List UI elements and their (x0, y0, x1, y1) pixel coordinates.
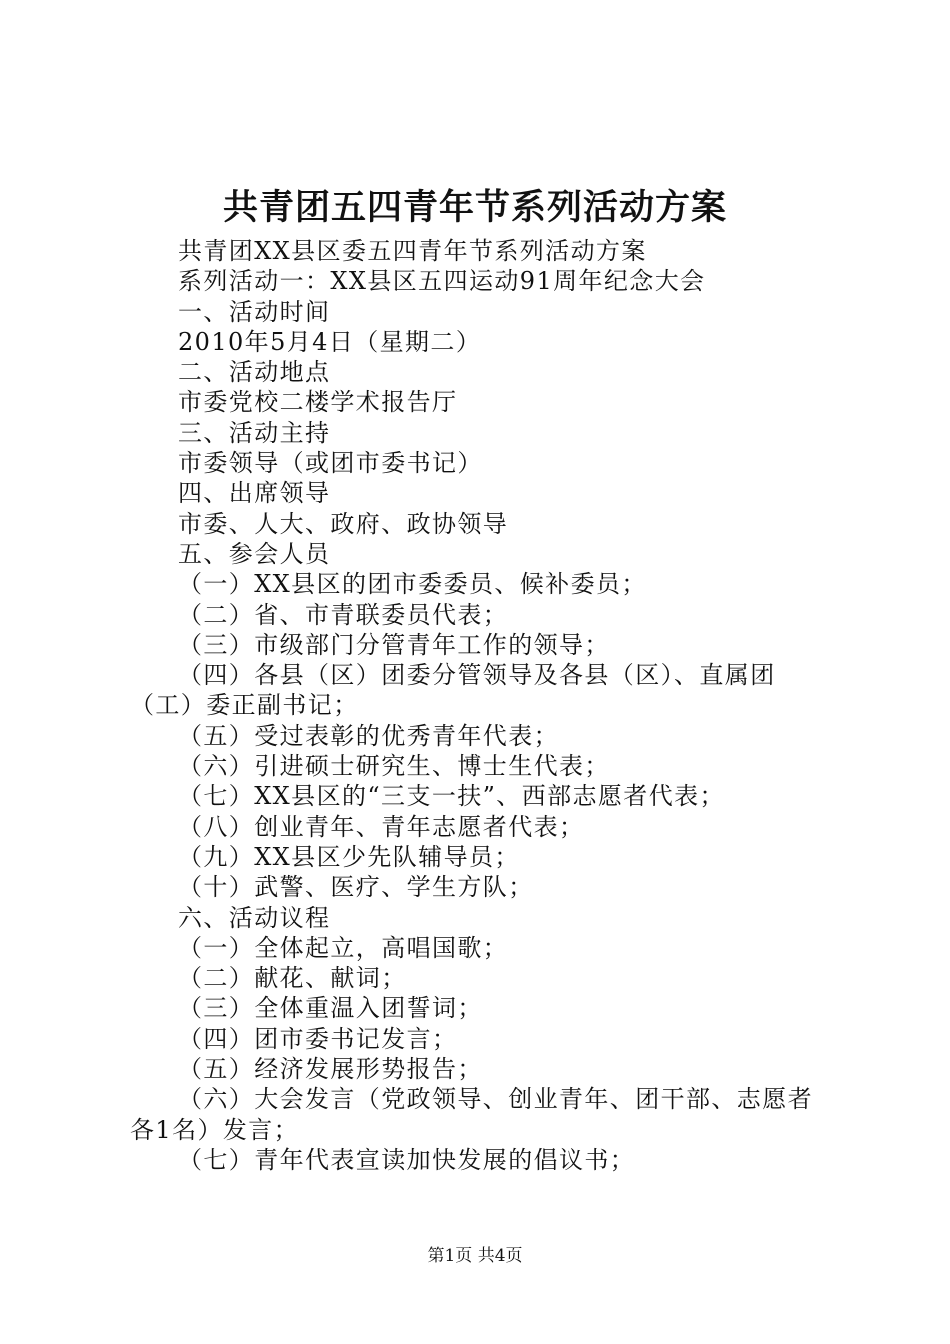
list-item: （六）引进硕士研究生、博士生代表； (178, 752, 610, 781)
paragraph: 共青团XX县区委五四青年节系列活动方案 (178, 237, 647, 265)
document-body (130, 236, 832, 1175)
section-heading: 六、活动议程 (178, 903, 331, 932)
list-item: （五）经济发展形势报告； (178, 1055, 483, 1084)
paragraph: 市委党校二楼学术报告厅 (178, 388, 458, 417)
list-item: （三）市级部门分管青年工作的领导； (178, 630, 610, 659)
paragraph: 市委领导（或团市委书记） (178, 449, 483, 478)
list-item: （七）XX县区的“三支一扶”、西部志愿者代表； (178, 782, 725, 811)
list-item: （二）省、市青联委员代表； (178, 600, 509, 629)
list-item: （二）献花、献词； (178, 964, 407, 993)
document-title: 共青团五四青年节系列活动方案 (222, 187, 727, 228)
list-item: （十）武警、医疗、学生方队； (178, 873, 534, 902)
list-item: （八）创业青年、青年志愿者代表； (178, 812, 585, 841)
list-item: （一）全体起立，高唱国歌； (178, 933, 509, 962)
section-heading: 五、参会人员 (178, 539, 331, 568)
list-item: （九）XX县区少先队辅导员； (178, 842, 520, 871)
list-item: （一）XX县区的团市委委员、候补委员； (178, 570, 647, 599)
list-item: （五）受过表彰的优秀青年代表； (178, 721, 559, 750)
paragraph: 系列活动一：XX县区五四运动91周年纪念大会 (178, 267, 706, 296)
section-heading: 二、活动地点 (178, 358, 331, 387)
list-item: （四）各县（区）团委分管领导及各县（区）、直属团（工）委正副书记； (130, 661, 776, 720)
section-heading: 四、出席领导 (178, 479, 331, 508)
page-footer: 第1页 共4页 (427, 1246, 523, 1266)
paragraph: 2010年5月4日（星期二） (178, 327, 482, 356)
list-item: （四）团市委书记发言； (178, 1024, 458, 1053)
list-item: （七）青年代表宣读加快发展的倡议书； (178, 1145, 636, 1174)
section-heading: 一、活动时间 (178, 297, 331, 326)
list-item: （六）大会发言（党政领导、创业青年、团干部、志愿者各1名）发言； (130, 1085, 813, 1144)
paragraph: 市委、人大、政府、政协领导 (178, 509, 509, 538)
section-heading: 三、活动主持 (178, 418, 331, 447)
list-item: （三）全体重温入团誓词； (178, 994, 483, 1023)
